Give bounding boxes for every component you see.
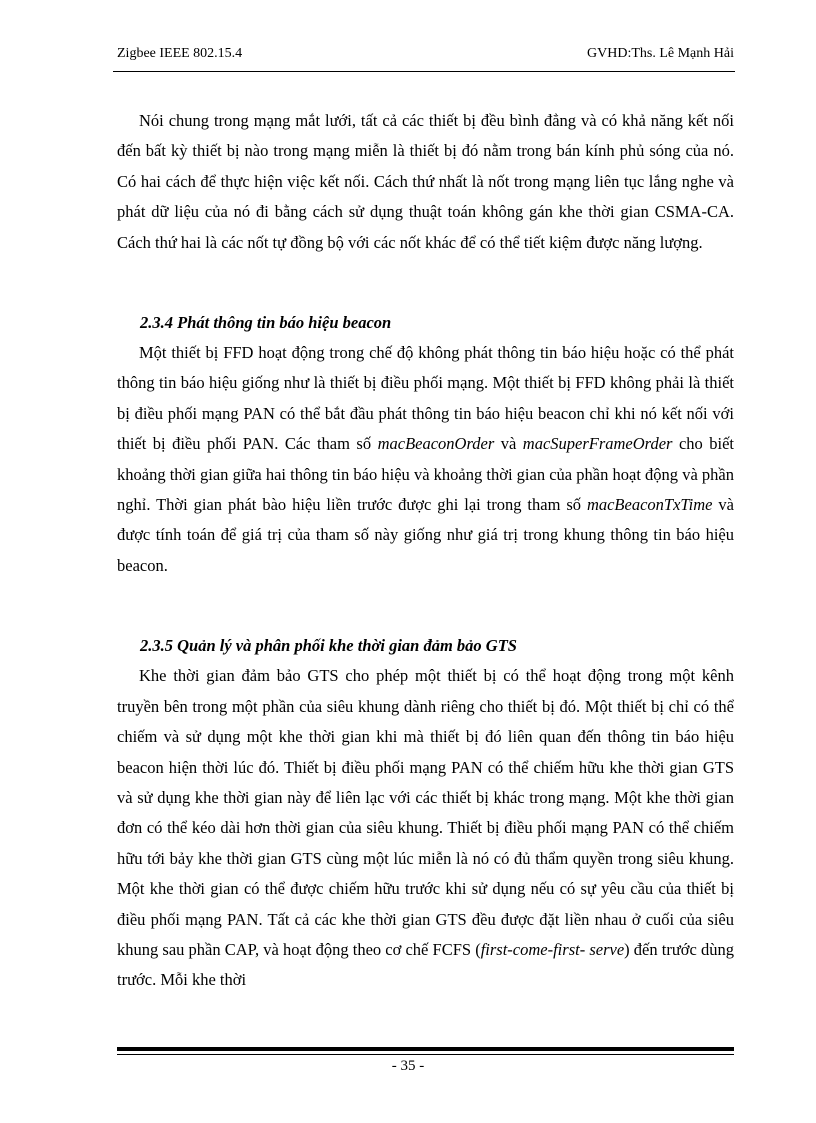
header-document-title: Zigbee IEEE 802.15.4: [117, 46, 243, 61]
page-header: [117, 46, 734, 72]
text-run: Khe thời gian đảm bảo GTS cho phép một thiết bị có thể hoạt động trong một kênh truyền bên trong một phần của siêu khung dành riêng cho thiết bị đó. Một thiết bị chỉ có thể chiếm và sử dụng một khe thời gian khi mà thiết bị đó liên quan đến thông tin báo hiệu beacon hiện thời lúc đó. Thiết bị điều phối mạng PAN có thể chiếm hữu khe thời gian GTS và sử dụng khe thời gian này để liên lạc với các thiết bị khác trong mạng. Một khe thời gian đơn có thể kéo dài hơn thời gian của siêu khung. Thiết bị điều phối mạng PAN có thể chiếm hữu tới bảy khe thời gian GTS cùng một lúc miễn là nó có đủ thẩm quyền trong siêu khung. Một khe thời gian có thể được chiếm hữu trước khi sử dụng nếu có sự yêu cầu của thiết bị điều phối mạng PAN. Tất cả các khe thời gian GTS đều được đặt liền nhau ở cuối của siêu khung sau phần CAP, và hoạt động theo cơ chế FCFS (: [117, 666, 734, 959]
header-divider: [113, 71, 735, 72]
header-advisor: GVHD:Ths. Lê Mạnh Hải: [587, 46, 734, 61]
page-number: - 35 -: [391, 1058, 425, 1074]
text-run: ) đến trước dùng trước. Mỗi khe thời: [117, 939, 734, 990]
section-heading-2-3-4: 2.3.4 Phát thông tin báo hiệu beacon: [140, 313, 392, 333]
text-run: và: [494, 434, 523, 454]
section-2-3-4-paragraph: [117, 338, 734, 581]
text-run: Một thiết bị FFD hoạt động trong chế độ không phát thông tin báo hiệu hoặc có thể phát thông tin báo hiệu giống như là thiết bị điều phối mạng. Một thiết bị FFD không phải là thiết bị điều phối mạng PAN có thể bắt đầu phát thông tin báo hiệu beacon chỉ khi nó kết nối với thiết bị điều phối PAN. Các tham số: [117, 343, 734, 454]
text-run: cho biết khoảng thời gian giữa hai thông tin báo hiệu và khoảng thời gian của phần hoạt động và phần nghỉ. Thời gian phát bào hiệu liền trước được ghi lại trong tham số: [117, 434, 734, 515]
term-mac-beacon-tx-time: macBeaconTxTime: [586, 495, 713, 515]
term-mac-superframe-order: macSuperFrameOrder: [522, 434, 673, 454]
intro-paragraph: Nói chung trong mạng mắt lưới, tất cả các thiết bị đều bình đẳng và có khả năng kết nối đến bất kỳ thiết bị nào trong mạng miễn là thiết bị đó nằm trong bán kính phủ sóng của nó. Có hai cách để thực hiện việc kết nối. Cách thứ nhất là nốt trong mạng liên tục lắng nghe và phát dữ liệu của nó đi bằng cách sử dụng thuật toán không gán khe thời gian CSMA-CA. Cách thứ hai là các nốt tự đồng bộ với các nốt khác để có thể tiết kiệm được năng lượng.: [117, 111, 734, 252]
section-heading-2-3-5: 2.3.5 Quản lý và phân phối khe thời gian đảm bảo GTS: [140, 636, 517, 656]
section-2-3-5-paragraph: [117, 661, 734, 995]
footer-divider-thick: [117, 1047, 734, 1051]
page-body: [117, 106, 734, 996]
term-fcfs: first-come-first- serve: [480, 939, 625, 959]
footer-divider-thin: [117, 1054, 734, 1055]
term-mac-beacon-order: macBeaconOrder: [377, 434, 495, 454]
text-run: và được tính toán để giá trị của tham số này giống như giá trị trong khung thông tin báo hiệu beacon.: [117, 495, 734, 575]
